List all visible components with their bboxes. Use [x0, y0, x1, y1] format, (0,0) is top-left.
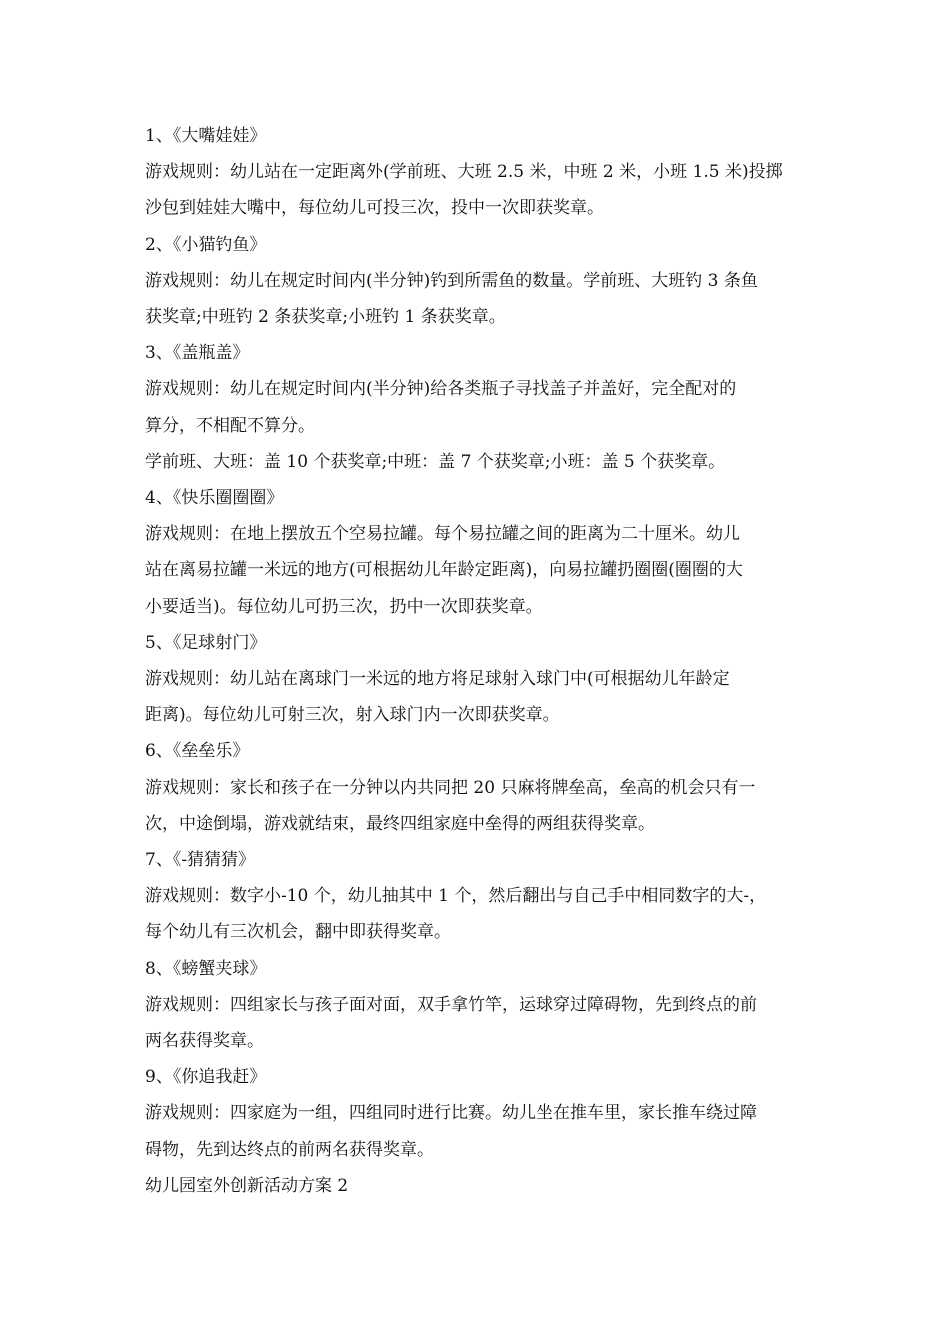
- item-title: 1、《大嘴娃娃》: [145, 126, 267, 146]
- item-rule-line: 游戏规则：幼儿在规定时间内(半分钟)钓到所需鱼的数量。学前班、大班钓 3 条鱼: [145, 270, 758, 291]
- item-rule-line: 两名获得奖章。: [145, 1031, 264, 1052]
- item-rule-line: 距离)。每位幼儿可射三次，射入球门内一次即获奖章。: [145, 705, 560, 726]
- item-rule-line: 获奖章;中班钓 2 条获奖章;小班钓 1 条获奖章。: [145, 307, 506, 328]
- item-rule-line: 游戏规则：幼儿站在离球门一米远的地方将足球射入球门中(可根据幼儿年龄定: [145, 669, 730, 690]
- section-heading: 幼儿园室外创新活动方案 2: [145, 1175, 349, 1196]
- item-rule-line: 每个幼儿有三次机会，翻中即获得奖章。: [145, 922, 451, 943]
- item-title: 6、《垒垒乐》: [145, 741, 250, 762]
- item-rule-line: 次，中途倒塌，游戏就结束，最终四组家庭中垒得的两组获得奖章。: [145, 813, 655, 834]
- item-rule-line: 站在离易拉罐一米远的地方(可根据幼儿年龄定距离)，向易拉罐扔圈圈(圈圈的大: [145, 560, 743, 581]
- item-title: 4、《快乐圈圈圈》: [145, 488, 284, 509]
- item-rule-line: 游戏规则：幼儿站在一定距离外(学前班、大班 2.5 米，中班 2 米，小班 1.5 米)投掷: [145, 162, 783, 183]
- item-rule-line: 碍物，先到达终点的前两名获得奖章。: [145, 1139, 434, 1160]
- item-rule-line: 游戏规则：数字小-10 个，幼儿抽其中 1 个，然后翻出与自己手中相同数字的大-，: [145, 886, 767, 907]
- item-rule-line: 学前班、大班：盖 10 个获奖章;中班：盖 7 个获奖章;小班：盖 5 个获奖章。: [145, 451, 726, 472]
- item-title: 5、《足球射门》: [145, 632, 267, 653]
- item-title: 7、《-猜猜猜》: [145, 850, 256, 871]
- item-title: 3、《盖瓶盖》: [145, 343, 250, 364]
- item-rule-line: 游戏规则：家长和孩子在一分钟以内共同把 20 只麻将牌垒高，垒高的机会只有一: [145, 777, 756, 798]
- item-title: 2、《小猫钓鱼》: [145, 234, 267, 255]
- item-rule-line: 算分，不相配不算分。: [145, 415, 315, 436]
- item-rule-line: 游戏规则：幼儿在规定时间内(半分钟)给各类瓶子寻找盖子并盖好，完全配对的: [145, 379, 737, 400]
- item-rule-line: 沙包到娃娃大嘴中，每位幼儿可投三次，投中一次即获奖章。: [145, 198, 604, 219]
- item-rule-line: 小要适当)。每位幼儿可扔三次，扔中一次即获奖章。: [145, 596, 543, 617]
- item-rule-line: 游戏规则：四组家长与孩子面对面，双手拿竹竿，运球穿过障碍物，先到终点的前: [145, 994, 757, 1015]
- item-rule-line: 游戏规则：在地上摆放五个空易拉罐。每个易拉罐之间的距离为二十厘米。幼儿: [145, 524, 740, 545]
- item-rule-line: 游戏规则：四家庭为一组，四组同时进行比赛。幼儿坐在推车里，家长推车绕过障: [145, 1103, 757, 1124]
- document-body: [145, 118, 810, 1204]
- item-title: 9、《你追我赶》: [145, 1067, 267, 1088]
- item-title: 8、《螃蟹夹球》: [145, 958, 267, 979]
